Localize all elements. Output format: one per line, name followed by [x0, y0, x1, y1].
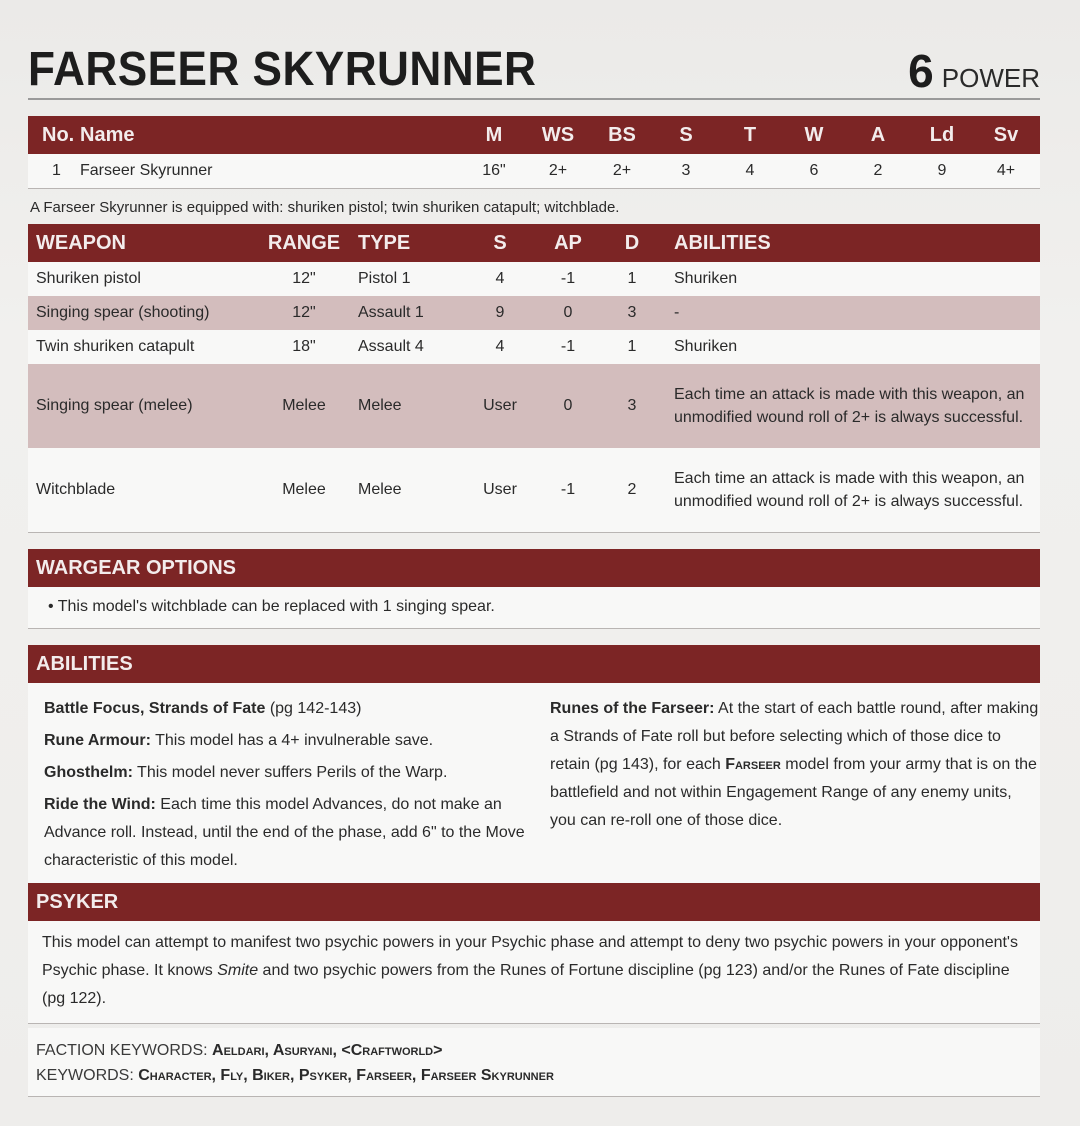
profile-m: 16"	[482, 162, 506, 179]
weapon-abilities: Shuriken	[674, 338, 738, 356]
keywords-label: KEYWORDS:	[36, 1067, 134, 1084]
profile-w: 6	[809, 162, 819, 179]
weapon-name: Shuriken pistol	[36, 270, 141, 287]
ability-text: (pg 142-143)	[265, 700, 362, 717]
ability-battle-focus	[44, 695, 528, 723]
profile-header-ws: WS	[541, 123, 575, 146]
ability-name: Ghosthelm:	[44, 764, 133, 781]
weapon-row	[28, 330, 1040, 364]
ability-ride-the-wind	[44, 791, 528, 875]
weapons-header-range: RANGE	[267, 231, 341, 254]
profile-header-name: Name	[80, 123, 135, 146]
weapons-header-s: S	[493, 231, 507, 254]
ability-name: Runes of the Farseer:	[550, 700, 715, 717]
profile-header-m: M	[485, 123, 503, 146]
ability-text: This model never suffers Perils of the Warp.	[132, 764, 448, 781]
ability-keyword: Farseer	[725, 756, 781, 773]
psyker-smite: Smite	[217, 962, 259, 979]
weapon-strength: 9	[495, 304, 505, 321]
ability-text: model from your army that is on the battlefield and not within Engagement Range of any enemy units, you can re-roll one of those dice.	[550, 756, 1037, 829]
profile-header-s: S	[679, 123, 693, 146]
profile-ws: 2+	[548, 162, 568, 179]
psyker-text-part: and two psychic powers from the Runes of Fortune discipline (pg 123) and/or the Runes of Fate discipline (pg 122).	[42, 962, 1010, 1007]
profile-header-t: T	[743, 123, 757, 146]
weapons-header-d: D	[624, 231, 640, 254]
weapon-abilities: Shuriken	[674, 270, 738, 288]
profile-sv: 4+	[996, 162, 1016, 179]
weapons-header-weapon: WEAPON	[36, 231, 126, 254]
profile-bs: 2+	[612, 162, 632, 179]
power-label: POWER	[941, 63, 1040, 93]
weapon-name: Singing spear (melee)	[36, 397, 193, 414]
ability-text: Each time this model Advances, do not make an Advance roll. Instead, until the end of the phase, add 6" to the Move characteristic of this model.	[44, 796, 525, 869]
weapon-abilities: Each time an attack is made with this weapon, an unmodified wound roll of 2+ is always successful.	[674, 469, 1025, 510]
wargear-header: WARGEAR OPTIONS	[28, 549, 1040, 587]
equipped-text: A Farseer Skyrunner is equipped with: shuriken pistol; twin shuriken catapult; witchblade.	[30, 199, 620, 216]
ability-ghosthelm	[44, 759, 528, 787]
ability-text: This model has a 4+ invulnerable save.	[150, 732, 434, 749]
keywords-values: Character, Fly, Biker, Psyker, Farseer, Farseer Skyrunner	[138, 1067, 554, 1084]
faction-keywords	[36, 1038, 1032, 1063]
profile-no: 1	[52, 162, 61, 179]
weapon-abilities: -	[674, 304, 680, 322]
weapon-row	[28, 364, 1040, 448]
profile-header-ld: Ld	[929, 123, 955, 146]
weapon-name: Singing spear (shooting)	[36, 304, 210, 321]
weapon-damage: 3	[627, 304, 637, 321]
profile-a: 2	[873, 162, 883, 179]
abilities-left-column	[28, 695, 528, 879]
profile-ld: 9	[937, 162, 947, 179]
weapon-type: Assault 1	[358, 304, 424, 321]
weapon-ap: -1	[560, 270, 576, 287]
weapon-row	[28, 262, 1040, 296]
profile-row	[28, 154, 1040, 189]
psyker-text	[28, 921, 1040, 1024]
weapon-damage: 2	[627, 481, 637, 498]
profile-name: Farseer Skyrunner	[80, 162, 213, 179]
weapon-row	[28, 448, 1040, 533]
weapons-header	[28, 224, 1040, 262]
weapon-ap: -1	[560, 481, 576, 498]
faction-keywords-label: FACTION KEYWORDS:	[36, 1042, 208, 1059]
power-rating	[908, 45, 1040, 97]
ability-runes-of-the-farseer	[550, 695, 1040, 835]
psyker-header: PSYKER	[28, 883, 1040, 921]
weapon-ap: -1	[560, 338, 576, 355]
weapon-range: Melee	[282, 397, 326, 414]
weapon-type: Pistol 1	[358, 270, 411, 287]
weapon-ap: 0	[563, 304, 573, 321]
keywords-block	[28, 1028, 1040, 1097]
weapon-type: Melee	[358, 397, 402, 414]
datasheet-card	[28, 30, 1040, 1097]
weapon-type: Assault 4	[358, 338, 424, 355]
power-value: 6	[908, 45, 934, 97]
title-row	[28, 30, 1040, 100]
weapon-name: Twin shuriken catapult	[36, 338, 195, 355]
abilities-header: ABILITIES	[28, 645, 1040, 683]
abilities-right-column	[528, 695, 1040, 879]
weapon-damage: 3	[627, 397, 637, 414]
weapon-strength: 4	[495, 270, 505, 287]
ability-text: At the start of each battle round, after making a Strands of Fate roll but before selecting which of those dice to retain (pg 143), for each	[550, 700, 1039, 773]
ability-name: Ride the Wind:	[44, 796, 156, 813]
weapon-range: 12"	[292, 270, 316, 287]
abilities-body	[28, 683, 1040, 883]
profile-header-no: No.	[42, 123, 75, 146]
weapons-header-ap: AP	[554, 231, 582, 254]
weapon-strength: User	[483, 397, 517, 414]
weapon-strength: User	[483, 481, 517, 498]
weapons-header-abilities: ABILITIES	[674, 231, 771, 254]
datasheet-title: FARSEER SKYRUNNER	[28, 43, 537, 96]
profile-header-a: A	[870, 123, 886, 146]
psyker-text-part: This model can attempt to manifest two psychic powers in your Psychic phase and attempt to deny two psychic powers in your opponent's Psychic phase. It knows	[42, 934, 1018, 979]
faction-keywords-values: Aeldari, Asuryani, <Craftworld>	[212, 1042, 443, 1059]
ability-rune-armour	[44, 727, 528, 755]
weapon-abilities: Each time an attack is made with this weapon, an unmodified wound roll of 2+ is always successful.	[674, 385, 1025, 426]
weapon-range: 12"	[292, 304, 316, 321]
profile-header-bs: BS	[608, 123, 636, 146]
ability-name: Rune Armour:	[44, 732, 151, 749]
keywords	[36, 1063, 1032, 1088]
weapon-strength: 4	[495, 338, 505, 355]
weapon-row	[28, 296, 1040, 330]
profile-header	[28, 116, 1040, 154]
ability-name: Battle Focus, Strands of Fate	[44, 700, 266, 717]
weapon-range: Melee	[282, 481, 326, 498]
profile-s: 3	[681, 162, 691, 179]
weapon-range: 18"	[292, 338, 316, 355]
profile-t: 4	[745, 162, 755, 179]
weapon-damage: 1	[627, 338, 637, 355]
weapon-type: Melee	[358, 481, 402, 498]
wargear-option: • This model's witchblade can be replaced with 1 singing spear.	[28, 587, 1040, 629]
weapon-damage: 1	[627, 270, 637, 287]
profile-header-w: W	[804, 123, 824, 146]
weapon-name: Witchblade	[36, 481, 116, 498]
weapon-ap: 0	[563, 397, 573, 414]
profile-header-sv: Sv	[993, 123, 1019, 146]
weapons-header-type: TYPE	[358, 231, 411, 254]
